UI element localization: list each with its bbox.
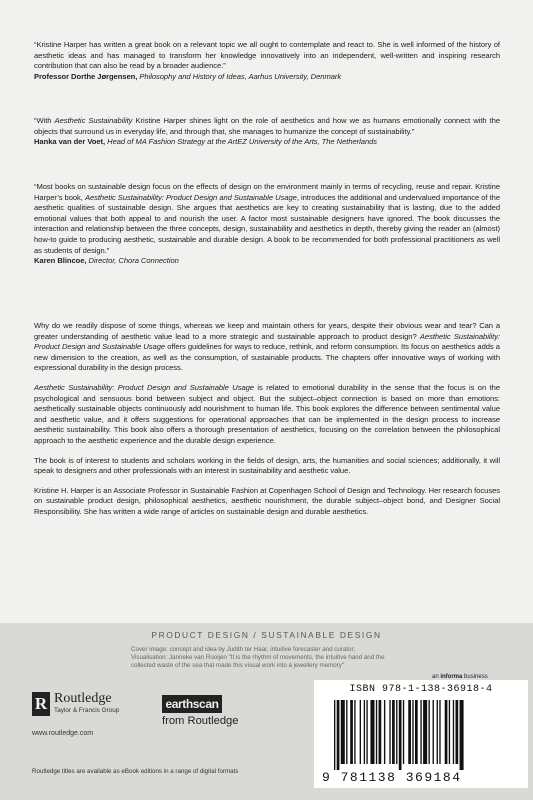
routledge-logo	[32, 692, 152, 728]
imprint-name: earthscan	[162, 695, 222, 713]
barcode-bar	[364, 700, 365, 764]
author-bio: Kristine H. Harper is an Associate Professor in Sustainable Fashion at Copenhagen School of Design and Technology. Her research focuses on sustainable product design, philosophical aesthetics, aesthetic nourishment, the durable subject–object bond, and Designer Social Responsibility. She has written a wide range of articles on sustainable design and durable aesthetics.	[34, 485, 500, 516]
review-attribution	[34, 72, 500, 83]
review-text: “With Aesthetic Sustainability Kristine Harper shines light on the role of aesthetics and how we as humans emotionally connect with the objects that surround us in everyday life, and through that, she manages to humanize the concept of sustainability.”	[34, 116, 501, 136]
barcode-bar	[453, 700, 454, 764]
barcode-bar	[399, 700, 402, 770]
barcode-bar	[445, 700, 448, 764]
barcode-bar	[334, 700, 335, 770]
reviewer-role: Head of MA Fashion Strategy at the ArtEZ University of the Arts, The Netherlands	[107, 137, 378, 147]
review-attribution	[34, 256, 500, 267]
barcode-bar	[412, 700, 413, 764]
barcode-bar	[337, 700, 340, 770]
barcode-bar	[346, 700, 347, 764]
review-text: “Most books on sustainable design focus on the effects of design on the environment mainly in terms of recycling, reuse and repair. Kristine Harper’s book, Aesthetic Sustainability: Product Design and Sustainable Usage, introduces the additional and undervalued importance of the aesthetic qualities of sustainable design. She argues that aesthetics are key to creating sustainability that is lasting, due to the added emotional values that both appeal to and nourish the user. A factor most sustainable designers have ignored. The book discusses the interaction and relationship between the three concepts, design, sustainability and aesthetics in depth, thereby giving the reader an (almost) how-to guide to producing aesthetic, sustainable and durable design. A book to be recommended for both professional practitioners as well as students of design.”	[34, 182, 500, 255]
barcode-bar	[341, 700, 345, 764]
ebook-note: Routledge titles are available as eBook editions in a range of digital formats	[32, 768, 239, 775]
reviewer-name: Professor Dorthe Jørgensen,	[34, 71, 138, 81]
barcode-bar	[460, 700, 464, 770]
barcode-panel	[314, 680, 528, 788]
reviewer-role: Philosophy and History of Ideas, Aarhus University, Denmark	[139, 71, 342, 81]
barcode-bar	[376, 700, 377, 764]
barcode-bar	[384, 700, 385, 764]
barcode-bar	[389, 700, 390, 764]
barcode-bar	[439, 700, 440, 764]
barcode-bar	[366, 700, 367, 764]
publisher-url: www.routledge.com	[32, 730, 94, 737]
review-quote-1	[34, 40, 500, 82]
barcode-bar	[423, 700, 427, 764]
review-quote-2	[34, 116, 500, 148]
barcode-bar	[379, 700, 382, 764]
barcode-bar	[370, 700, 374, 764]
barcode-bar	[403, 700, 404, 764]
reviewer-role: Director, Chora Connection	[88, 256, 179, 266]
cover-credits: Cover image: concept and idea by Judith ter Haar, intuitive forecaster and curator; Visualisation: Janneke van Rooijen "It is the rhythm of movements, the intuitive hand and the collected waste of the sea that made this visual work into a jewellery memory"	[131, 646, 385, 670]
barcode-bar	[408, 700, 411, 764]
review-text: “Kristine Harper has written a great book on a relevant topic we all ought to contemplate and react to. She is well informed of the history of aesthetic ideas and has managed to transform her knowledge innovatively into an independent, well-written and inspiring research contribution that can also be read by a broader audience.”	[34, 40, 500, 71]
informa-business-label: an informa business	[432, 674, 488, 680]
description-paragraph-1: Why do we readily dispose of some things, whereas we keep and maintain others for years, despite their obvious wear and tear? Can a greater understanding of aesthetic value lead to a more strategic and sustainable approach to product design? Aesthetic Sustainability: Product Design and Sustainable Usage offers guidelines for ways to reduce, rethink, and reform consumption. Its focus on aesthetics adds a new dimension to the creation, as well as the consumption, of sustainable products. The chapters offer innovative ways of working with expressional durability in the design process.	[34, 321, 501, 373]
description-paragraph-3: The book is of interest to students and scholars working in the fields of design, arts, the humanities and social sciences; additionally, it will speak to designers and other professionals with an interest in sustainability and aesthetic value.	[34, 455, 500, 476]
isbn-number: ISBN 978-1-138-36918-4	[349, 684, 493, 695]
publisher-name: Routledge	[54, 691, 112, 706]
barcode-bar	[429, 700, 430, 764]
barcode-bar	[350, 700, 353, 764]
barcode-bar	[449, 700, 450, 764]
earthscan-logo	[162, 695, 250, 737]
review-attribution	[34, 137, 500, 148]
barcode-bar	[456, 700, 459, 764]
subject-category: PRODUCT DESIGN / SUSTAINABLE DESIGN	[151, 630, 382, 640]
barcode-bar	[420, 700, 421, 764]
barcode-bar	[392, 700, 395, 764]
barcode-bar	[415, 700, 418, 764]
ean-digits: 9 781138 369184	[322, 770, 462, 785]
barcode-bar	[354, 700, 355, 764]
description-paragraph-2: Aesthetic Sustainability: Product Design and Sustainable Usage is related to emotional durability in the sense that the focus is on the psychological and sensuous bond between subject and object. But the subject–object connection is based on more than emotions: aesthetically sustainable objects continuously add nourishment to human life. This book explores the difference between sentimental value and aesthetic value, and it offers suggestions for operational approaches that can be implemented in the design process to increase aesthetic sustainability. This book also offers a thorough presentation of aesthetics, focusing on the correlation between the philosophical approach to the aesthetic experience and the durable design experience.	[34, 382, 500, 445]
review-quote-3	[34, 182, 500, 267]
barcode-bar	[396, 700, 397, 764]
imprint-tagline: from Routledge	[162, 715, 239, 727]
book-description	[34, 321, 500, 527]
routledge-mark-icon: R	[32, 692, 50, 716]
barcode-icon	[334, 700, 510, 770]
reviewer-name: Hanka van der Voet,	[34, 137, 106, 147]
barcode-bar	[360, 700, 361, 764]
barcode-bar	[437, 700, 438, 764]
barcode-bar	[433, 700, 434, 764]
publisher-group: Taylor & Francis Group	[54, 707, 120, 714]
reviewer-name: Karen Blincoe,	[34, 256, 87, 266]
